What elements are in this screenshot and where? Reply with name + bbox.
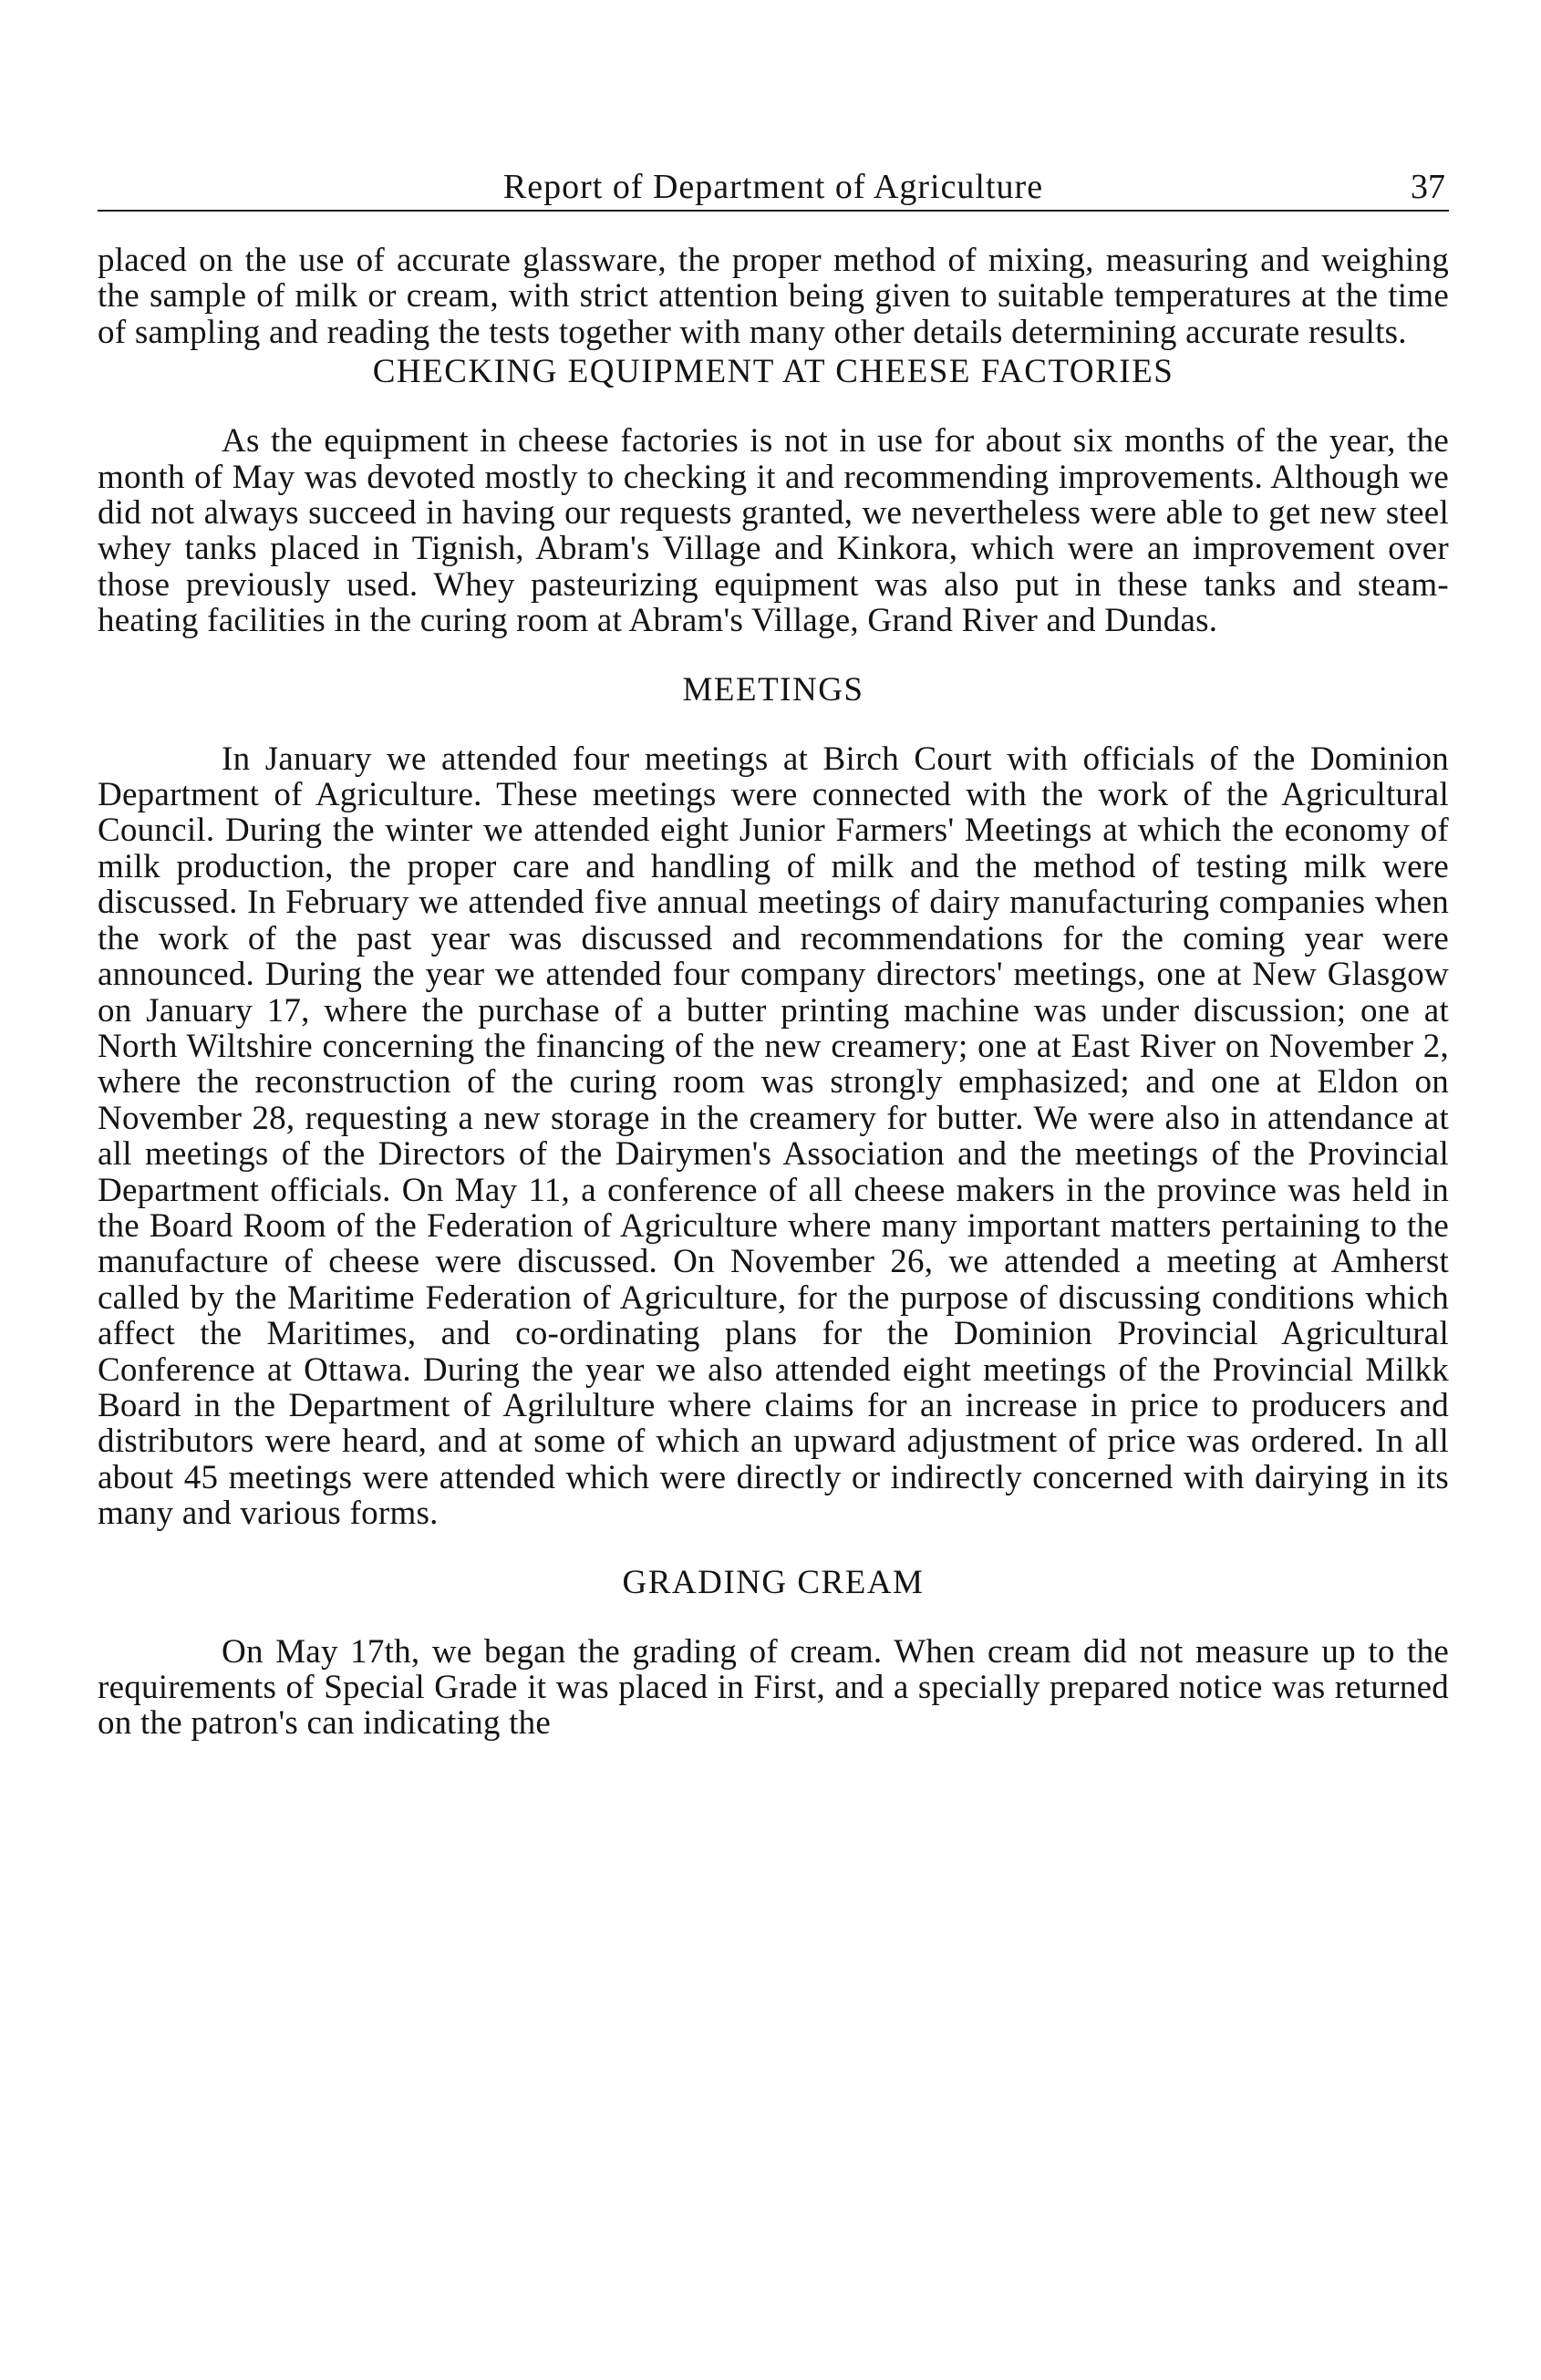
paragraph: In January we attended four meetings at Birch Court with officials of the Dominion Department of Agriculture. These meetings were connected with the work of the Agricultural Council. During the winter we attended eight Junior Farmers' Meetings at which the economy of milk production, the proper care and handling of milk and the method of testing milk were discussed. In February we attended five annual meetings of dairy manufacturing companies when the work of the past year was discussed and recommendations for the coming year were announced. During the year we attended four company directors' meetings, one at New Glasgow on January 17, where the purchase of a butter printing machine was under discussion; one at North Wiltshire concerning the financing of the new creamery; one at East River on November 2, where the reconstruction of the curing room was strongly emphasized; and one at Eldon on November 28, requesting a new storage in the creamery for butter. We were also in attendance at all meetings of the Directors of the Dairymen's Association and the meetings of the Provincial Department officials. On May 11, a conference of all cheese makers in the province was held in the Board Room of the Federation of Agriculture where many important matters pertaining to the manufacture of cheese were discussed. On November 26, we attended a meeting at Amherst called by the Maritime Federation of Agriculture, for the purpose of discussing conditions which affect the Maritimes, and co-ordinating plans for the Dominion Provincial Agricultural Conference at Ottawa. During the year we also attended eight meetings of the Provincial Milkk Board in the Department of Agrilulture where claims for an increase in price to producers and distributors were heard, and at some of which an upward adjustment of price was ordered. In all about 45 meetings were attended which were directly or indirectly concerned with dairying in its many and various forms. [98,740,1449,1533]
document-page [98,164,1449,1742]
paragraph: On May 17th, we began the grading of cream. When cream did not measure up to the requirements of Special Grade it was placed in First, and a specially prepared notice was returned on the patron's can indicating the [98,1632,1449,1743]
page-number: 37 [1411,168,1445,206]
section-heading-grading-cream: GRADING CREAM [622,1563,925,1601]
paragraph: As the equipment in cheese factories is not in use for about six months of the year, the month of May was devoted mostly to checking it and recommending improvements. Although we did not always succeed in having our requests granted, we nevertheless were able to get new steel whey tanks placed in Tignish, Abram's Village and Kinkora, which were an improvement over those previously used. Whey pasteurizing equipment was also put in these tanks and steam-heating facilities in the curing room at Abram's Village, Grand River and Dundas. [98,422,1449,640]
section-heading-checking-equipment: CHECKING EQUIPMENT AT CHEESE FACTORIES [372,353,1174,391]
body-text [98,243,1449,1742]
running-header [98,164,1449,212]
paragraph: placed on the use of accurate glassware, the proper method of mixing, measuring and weighing the sample of milk or cream, with strict attention being given to suitable temperatures at the time of sampling and reading the tests together with many other details determining accurate results. [98,242,1449,351]
running-title: Report of Department of Agriculture [502,168,1044,206]
section-heading-meetings: MEETINGS [682,670,864,709]
